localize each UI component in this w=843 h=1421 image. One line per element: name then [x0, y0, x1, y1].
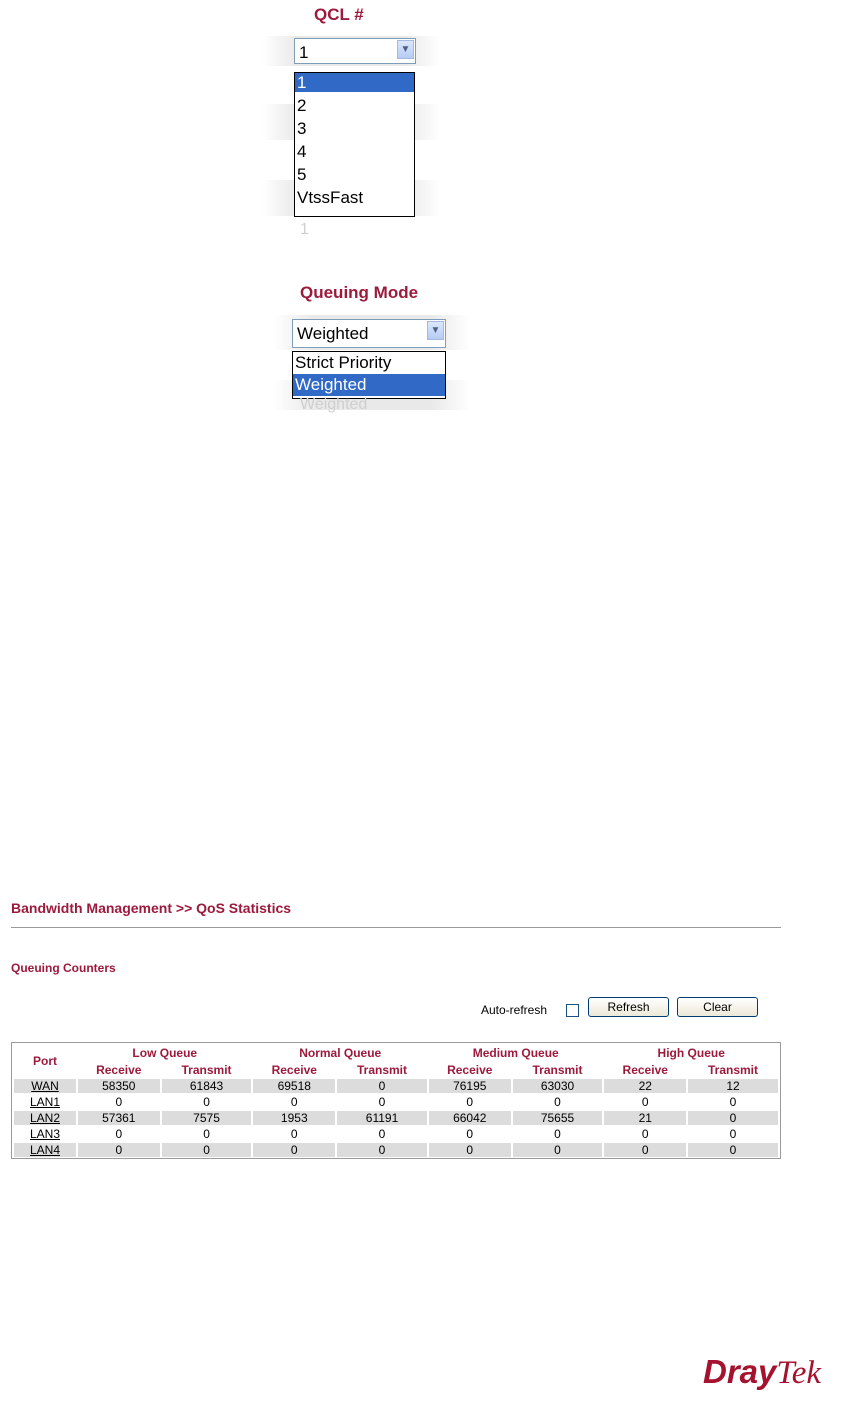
queue-header: Low Queue: [132, 1045, 198, 1060]
port-link[interactable]: LAN1: [29, 1095, 61, 1109]
counter-cell: 58350: [78, 1079, 160, 1093]
port-cell[interactable]: [14, 1095, 76, 1109]
counter-cell: 76195: [429, 1079, 511, 1093]
qcl-select[interactable]: [294, 38, 416, 64]
counter-cell: 0: [203, 1095, 210, 1109]
qcl-option[interactable]: 4: [297, 142, 307, 161]
table-row: [14, 1079, 778, 1093]
draytek-logo: [703, 1353, 821, 1392]
counter-cell: 63030: [513, 1079, 603, 1093]
queue-header: High Queue: [657, 1045, 725, 1060]
counter-cell: 0: [429, 1143, 511, 1157]
auto-refresh-checkbox[interactable]: [566, 1004, 579, 1017]
counter-cell: 0: [115, 1095, 123, 1109]
counter-cell: 0: [378, 1127, 386, 1141]
queuing-mode-selected-value: Weighted: [297, 324, 369, 343]
counter-cell: 7575: [162, 1111, 252, 1125]
auto-refresh-label: Auto-refresh: [481, 1003, 548, 1017]
qcl-heading: QCL #: [314, 5, 364, 24]
section-title: Queuing Counters: [11, 961, 116, 975]
title-divider: [11, 927, 781, 928]
logo-text-tek: Tek: [776, 1355, 822, 1391]
counter-cell: 61191: [337, 1111, 427, 1125]
transmit-header: Transmit: [181, 1062, 232, 1077]
qcl-options-list[interactable]: [294, 72, 415, 217]
counter-cell: 0: [688, 1143, 778, 1157]
counter-cell: 0: [337, 1079, 427, 1093]
counter-cell: 1953: [253, 1111, 335, 1125]
counter-cell: 0: [513, 1143, 603, 1157]
transmit-header: Transmit: [708, 1062, 759, 1077]
queuing-mode-options-list[interactable]: [292, 351, 446, 399]
counter-cell: 0: [162, 1143, 252, 1157]
table-row: [14, 1095, 778, 1109]
counter-cell: 22: [604, 1079, 686, 1093]
qcl-option[interactable]: 5: [297, 165, 307, 184]
counter-cell: 0: [554, 1127, 561, 1141]
queue-header: Normal Queue: [299, 1045, 382, 1060]
port-link[interactable]: LAN2: [29, 1111, 61, 1125]
counter-cell: 57361: [78, 1111, 160, 1125]
qcl-option[interactable]: 3: [297, 119, 307, 138]
receive-header: Receive: [96, 1062, 142, 1077]
counter-cell: 69518: [253, 1079, 335, 1093]
counter-cell: 75655: [513, 1111, 603, 1125]
counter-cell: 0: [78, 1143, 160, 1157]
receive-header: Receive: [447, 1062, 493, 1077]
counter-cell: 12: [688, 1079, 778, 1093]
transmit-header: Transmit: [532, 1062, 583, 1077]
chevron-down-icon[interactable]: ▼: [397, 40, 414, 59]
queuing-mode-select[interactable]: [292, 319, 446, 348]
counter-cell: 0: [290, 1095, 298, 1109]
counter-cell: 0: [641, 1095, 649, 1109]
counter-cell: 0: [378, 1095, 386, 1109]
queuing-mode-heading: Queuing Mode: [300, 283, 419, 302]
port-cell[interactable]: [14, 1111, 76, 1125]
queuing-mode-ghost-value: Weighted: [300, 396, 368, 413]
table-row: [14, 1143, 778, 1157]
counter-cell: 0: [253, 1143, 335, 1157]
queuing-counters-table: [11, 1042, 781, 1159]
counter-cell: 0: [688, 1111, 778, 1125]
counter-cell: 0: [729, 1127, 737, 1141]
counter-cell: 0: [729, 1095, 737, 1109]
counter-cell: 0: [290, 1127, 298, 1141]
queuing-mode-option[interactable]: Weighted: [293, 374, 445, 396]
qcl-option[interactable]: 1: [295, 73, 414, 92]
chevron-down-icon[interactable]: ▼: [427, 321, 444, 340]
qcl-option[interactable]: VtssFast: [297, 188, 364, 207]
counter-cell: 0: [604, 1143, 686, 1157]
port-cell[interactable]: [14, 1143, 76, 1157]
counter-cell: 0: [466, 1127, 474, 1141]
counter-cell: 66042: [429, 1111, 511, 1125]
queuing-mode-option[interactable]: Strict Priority: [295, 353, 392, 372]
clear-button[interactable]: Clear: [677, 997, 758, 1017]
receive-header: Receive: [271, 1062, 317, 1077]
counter-cell: 0: [337, 1143, 427, 1157]
qcl-ghost-value: 1: [300, 221, 309, 238]
page-title: Bandwidth Management >> QoS Statistics: [11, 900, 292, 916]
table-row: [14, 1111, 778, 1125]
counter-cell: 0: [466, 1095, 474, 1109]
receive-header: Receive: [622, 1062, 668, 1077]
counter-cell: 21: [604, 1111, 686, 1125]
counter-cell: 0: [115, 1127, 123, 1141]
table-row: [14, 1127, 778, 1141]
port-cell[interactable]: [14, 1079, 76, 1093]
counter-cell: 0: [203, 1127, 210, 1141]
refresh-button[interactable]: Refresh: [588, 997, 669, 1017]
qcl-selected-value: 1: [299, 43, 309, 62]
counter-cell: 0: [641, 1127, 649, 1141]
qcl-option[interactable]: 2: [297, 96, 307, 115]
port-link[interactable]: WAN: [31, 1079, 59, 1093]
port-link[interactable]: LAN4: [29, 1143, 61, 1157]
transmit-header: Transmit: [357, 1062, 408, 1077]
queue-header: Medium Queue: [472, 1045, 559, 1060]
port-link[interactable]: LAN3: [29, 1127, 61, 1141]
port-cell[interactable]: [14, 1127, 76, 1141]
counter-cell: 0: [554, 1095, 561, 1109]
logo-text-dray: Dray: [703, 1353, 777, 1390]
counter-cell: 61843: [162, 1079, 252, 1093]
port-column-header: Port: [33, 1054, 57, 1068]
